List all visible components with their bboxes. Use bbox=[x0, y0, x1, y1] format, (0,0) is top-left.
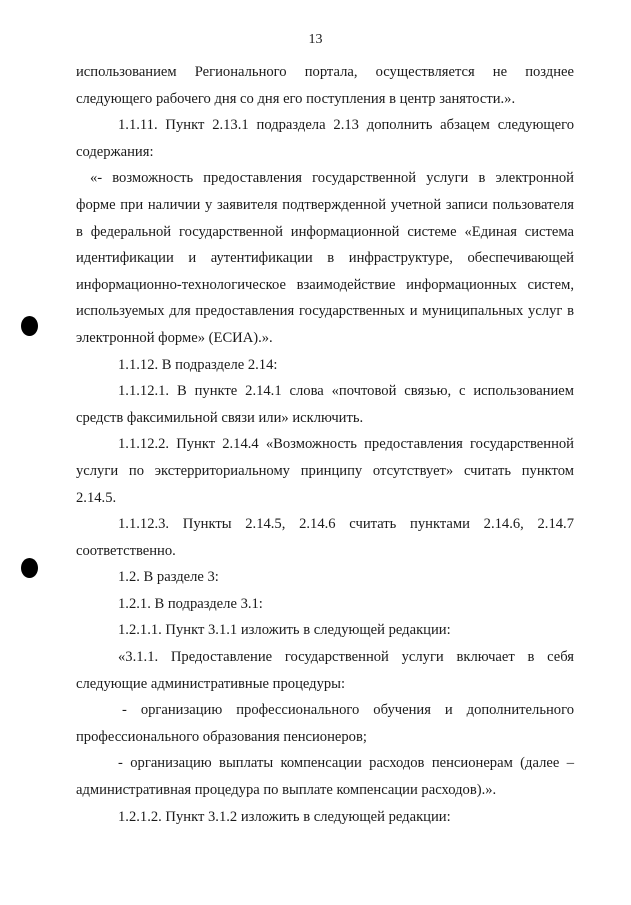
punch-hole-mark bbox=[21, 558, 38, 578]
paragraph-quote-3-1-1: «3.1.1. Предоставление государственной услуги включает в себя следующие административные процедуры: bbox=[76, 649, 574, 692]
paragraph-1-1-12-1: 1.1.12.1. В пункте 2.14.1 слова «почтовой связью, с использованием средств факсимильной связи или» исключить. bbox=[76, 383, 574, 426]
paragraph-1-1-12-3: 1.1.12.3. Пункты 2.14.5, 2.14.6 считать пунктами 2.14.6, 2.14.7 соответственно. bbox=[76, 516, 574, 559]
list-item-training: - организацию профессионального обучения и дополнительного профессионального образования пенсионеров; bbox=[76, 702, 574, 745]
paragraph-1-1-12-2: 1.1.12.2. Пункт 2.14.4 «Возможность предоставления государственной услуги по экстерриториальному принципу отсутствует» считать пунктом 2.14.5. bbox=[76, 436, 574, 506]
document-body bbox=[76, 59, 574, 830]
page-number: 13 bbox=[308, 32, 323, 47]
punch-hole-mark bbox=[21, 316, 38, 336]
paragraph-1-2-1: 1.2.1. В подразделе 3.1: bbox=[118, 595, 263, 612]
paragraph-quote-esia: «- возможность предоставления государственной услуги в электронной форме при наличии у заявителя подтвержденной учетной записи пользователя в федеральной государственной информационной системе «Единая система идентификации и аутентификации в инфраструктуре, обеспечивающей информационно-технологическое взаимодействие информационных систем, используемых для предоставления государственных и муниципальных услуг в электронной форме» (ЕСИА).». bbox=[76, 170, 574, 346]
paragraph-1-2-1-2: 1.2.1.2. Пункт 3.1.2 изложить в следующей редакции: bbox=[118, 808, 451, 825]
paragraph-1-2: 1.2. В разделе 3: bbox=[118, 569, 219, 586]
paragraph-1-1-12: 1.1.12. В подразделе 2.14: bbox=[118, 356, 278, 373]
paragraph-continuation: использованием Регионального портала, осуществляется не позднее следующего рабочего дня со дня его поступления в центр занятости.». bbox=[76, 64, 574, 107]
paragraph-1-1-11: 1.1.11. Пункт 2.13.1 подраздела 2.13 дополнить абзацем следующего содержания: bbox=[76, 117, 574, 160]
list-item-compensation: - организацию выплаты компенсации расходов пенсионерам (далее – административная процедура по выплате компенсации расходов).». bbox=[76, 755, 574, 799]
paragraph-1-2-1-1: 1.2.1.1. Пункт 3.1.1 изложить в следующей редакции: bbox=[118, 622, 451, 639]
